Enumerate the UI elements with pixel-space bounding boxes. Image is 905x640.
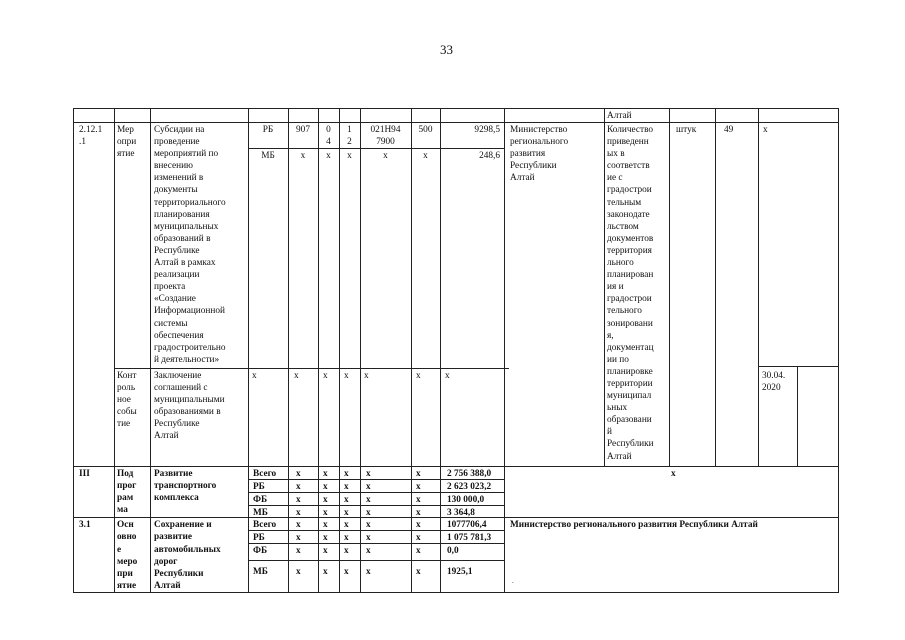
row-III-x-rz-3: х	[323, 495, 328, 505]
mb-vr: х	[423, 151, 428, 161]
row-3-1-x-vr-4: х	[416, 567, 421, 577]
row-3-1-x-csr-4: х	[366, 567, 371, 577]
mb-grbs: х	[300, 151, 306, 161]
rb-pr: 1 2	[347, 125, 352, 148]
col-date-right-line	[797, 366, 798, 467]
row-III-top-line	[73, 466, 838, 467]
mb-csr: х	[383, 151, 388, 161]
control-x-sum: х	[445, 371, 450, 381]
col-csr-line	[360, 108, 361, 593]
row-III-x-vr-2: х	[416, 482, 421, 492]
row-3-1-sum-fb: 0,0	[447, 546, 459, 556]
control-x-vr: х	[416, 371, 421, 381]
row-2-12-1-type: Мер опри ятие	[117, 125, 137, 160]
row-III-x-vr-1: х	[416, 469, 421, 479]
row-III-source-total: Всего	[253, 469, 277, 479]
row-III-x-pr-3: х	[344, 495, 349, 505]
control-x-pr: х	[344, 371, 349, 381]
mb-source: МБ	[261, 151, 275, 161]
rb-csr: 021Н94 7900	[370, 125, 401, 148]
control-event-line	[114, 368, 509, 369]
row-3-1-source-total: Всего	[253, 520, 277, 530]
control-date-line	[758, 366, 838, 367]
col-value-line	[715, 108, 716, 467]
row-III-name: Развитие транспортного комплекса	[154, 469, 217, 504]
rb-sum: 9298,5	[474, 125, 500, 135]
page-number: 33	[440, 42, 453, 57]
row-3-1-type: Осн овно е меро при ятие	[117, 520, 138, 592]
row-2-12-1-indicator: Количество приведенн ых в соответств ие с градострои тельным законодате льством документов территория льного планирован ия и градострои тельного зонировани я, документац ии по планировке территории муниципал ьных образовани й Республики Алтай	[607, 125, 654, 462]
col-rz-line	[318, 108, 319, 593]
mb-sum: 248,6	[479, 151, 500, 161]
row-III-source-mb: МБ	[253, 508, 268, 518]
carry-over-text: Алтай	[607, 111, 632, 121]
row-III-x-grbs-3: х	[296, 495, 301, 505]
col-unit-line	[669, 108, 670, 467]
row-III-x-csr-3: х	[366, 495, 371, 505]
row-III-source-rb: РБ	[253, 482, 265, 492]
row-III-x-csr-2: х	[366, 482, 371, 492]
control-x-grbs: х	[294, 371, 299, 381]
row-III-type: Под прог рам ма	[117, 469, 137, 516]
row-3-1-name: Сохранение и развитие автомобильных дорог Республики Алтай	[154, 520, 221, 592]
col-source-line	[248, 108, 249, 593]
row-3-1-x-grbs-4: х	[296, 567, 301, 577]
row-III-sum-mb: 3 364,8	[447, 508, 475, 518]
row-III-source-fb: ФБ	[253, 495, 268, 505]
row-3-1-x-grbs-1: х	[296, 520, 301, 530]
col-x-line	[758, 108, 759, 467]
row-3-1-number: 3.1	[79, 520, 91, 530]
row-3-1-x-csr-1: х	[366, 520, 371, 530]
row-III-sum-total: 2 756 388,0	[447, 469, 492, 479]
row-III-x-pr-1: х	[344, 469, 349, 479]
row-3-1-x-grbs-2: х	[296, 533, 301, 543]
rb-vr: 500	[418, 125, 433, 135]
rb-source: РБ	[262, 125, 274, 135]
row-III-x-pr-2: х	[344, 482, 349, 492]
row-2-12-1-number: 2.12.1 .1	[79, 125, 103, 148]
row-III-x-vr-3: х	[416, 495, 421, 505]
row-III-x-grbs-1: х	[296, 469, 301, 479]
col-grbs-line	[288, 108, 289, 593]
row-3-1-x-rz-4: х	[323, 567, 328, 577]
col-name-line	[150, 108, 151, 593]
table-right-border	[838, 108, 839, 593]
mb-pr: х	[347, 151, 352, 161]
row-3-1-x-vr-2: х	[416, 533, 421, 543]
row-III-x-csr-4: х	[366, 508, 371, 518]
row-3-1-x-rz-1: х	[323, 520, 328, 530]
row-2-12-1-name: Субсидии на проведение мероприятий по внесению изменений в документы территориального планирования муниципальных образований в Республике Алтай в рамках реализации проекта «Создание Информационной системы обеспечения градостроительно й деятельности»	[154, 125, 226, 365]
col-executor-line	[504, 108, 505, 593]
row-3-1-sum-rb: 1 075 781,3	[447, 533, 492, 543]
row-3-1-executor: Министерство регионального развития Республики Алтай	[510, 520, 758, 530]
control-event-date: 30.04. 2020	[762, 371, 786, 394]
col-vr-line	[411, 108, 412, 593]
control-x-csr: х	[364, 371, 369, 381]
control-x-source: х	[252, 371, 257, 381]
row-3-1-source-fb: ФБ	[253, 546, 268, 556]
col-type-line	[114, 108, 115, 593]
row-3-1-x-grbs-3: х	[296, 546, 301, 556]
row-III-x-csr-1: х	[366, 469, 371, 479]
row-3-1-x-pr-3: х	[344, 546, 349, 556]
row-III-x-grbs-2: х	[296, 482, 301, 492]
row-2-12-1-value: 49	[724, 125, 734, 135]
mb-rz: х	[326, 151, 331, 161]
row-III-number: III	[79, 469, 90, 479]
row-III-sum-rb: 2 623 023,2	[447, 482, 492, 492]
col-pr-line	[339, 108, 340, 593]
row-3-1-sum-total: 1077706,4	[447, 520, 487, 530]
row-2-12-1-top-line	[73, 122, 838, 123]
table-top-border	[73, 108, 838, 109]
control-event-name: Заключение соглашений с муниципальными образованиями в Республике Алтай	[154, 371, 225, 442]
row-III-sum-fb: 130 000,0	[447, 495, 485, 505]
row-III-x-pr-4: х	[344, 508, 349, 518]
row-2-12-1-executor: Министерство регионального развития Республики Алтай	[510, 125, 569, 184]
rb-grbs: 907	[296, 125, 310, 135]
row-3-1-source-rb: РБ	[253, 533, 265, 543]
row-3-1-x-rz-2: х	[323, 533, 328, 543]
row-3-1-source-mb: МБ	[253, 567, 268, 577]
row-III-x-vr-4: х	[416, 508, 421, 518]
row-3-1-x-vr-3: х	[416, 546, 421, 556]
control-x-rz: х	[323, 371, 328, 381]
row-2-12-1-unit: штук	[676, 125, 697, 135]
row-3-1-x-csr-3: х	[366, 546, 371, 556]
row-III-merged-x: х	[671, 469, 676, 479]
row-3-1-x-pr-4: х	[344, 567, 349, 577]
row-III-x-rz-1: х	[323, 469, 328, 479]
row-III-x-grbs-4: х	[296, 508, 301, 518]
col-indicator-line	[604, 108, 605, 467]
row-3-1-x-pr-2: х	[344, 533, 349, 543]
row-3-1-x-rz-3: х	[323, 546, 328, 556]
row-III-x-rz-2: х	[323, 482, 328, 492]
row-3-1-x-csr-2: х	[366, 533, 371, 543]
rb-rz: 0 4	[326, 125, 331, 148]
col-sum-line	[440, 108, 441, 593]
row-3-1-dot: .	[512, 577, 514, 585]
table-left-border	[73, 108, 74, 593]
row-3-1-sum-mb: 1925,1	[447, 567, 473, 577]
row-3-1-mb-line	[248, 560, 504, 561]
control-event-type: Конт роль ное собы тие	[117, 371, 137, 430]
row-2-12-1-x: х	[763, 125, 768, 135]
row-III-x-rz-4: х	[323, 508, 328, 518]
row-3-1-x-pr-1: х	[344, 520, 349, 530]
row-3-1-x-vr-1: х	[416, 520, 421, 530]
